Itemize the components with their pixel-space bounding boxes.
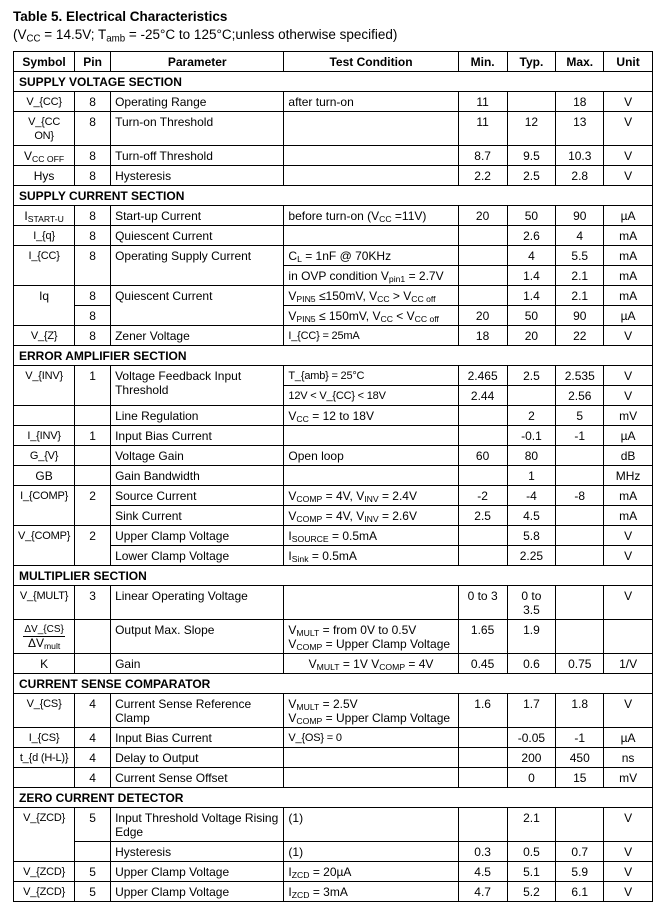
header-typ: Typ.: [507, 52, 556, 72]
min-cell: [458, 246, 507, 266]
table-row: [14, 146, 653, 166]
pin-cell: 4: [75, 728, 111, 748]
parameter-cell: Voltage Gain: [111, 446, 284, 466]
min-cell: [458, 768, 507, 788]
symbol-cell: [14, 406, 75, 426]
test-condition-cell: [284, 146, 458, 166]
typ-cell: [507, 92, 556, 112]
max-cell: 22: [556, 326, 604, 346]
typ-cell: -0.05: [507, 728, 556, 748]
test-condition-cell: $V_{MULT} = 1V$ $V_{COMP} = 4V$: [284, 654, 458, 674]
table-row: [14, 466, 653, 486]
header-test-condition: Test Condition: [284, 52, 458, 72]
min-cell: [458, 266, 507, 286]
symbol-cell: V_{ZCD}: [14, 862, 75, 882]
unit-cell: V: [604, 546, 653, 566]
table-row: [14, 882, 653, 902]
max-cell: 2.56: [556, 386, 604, 406]
parameter-cell: Start-up Current: [111, 206, 284, 226]
pin-cell: 8: [75, 246, 111, 286]
symbol-cell: I_{CS}: [14, 728, 75, 748]
min-cell: 2.2: [458, 166, 507, 186]
parameter-cell: Source Current: [111, 486, 284, 506]
symbol-cell: V_{ZCD}: [14, 808, 75, 862]
section-header-row: [14, 346, 653, 366]
parameter-cell: Gain Bandwidth: [111, 466, 284, 486]
section-header-row: [14, 788, 653, 808]
parameter-cell: Delay to Output: [111, 748, 284, 768]
test-condition-cell: V_{OS} = 0: [284, 728, 458, 748]
unit-cell: mA: [604, 246, 653, 266]
table-row: [14, 654, 653, 674]
table-row: [14, 366, 653, 386]
section-header-row: [14, 186, 653, 206]
pin-cell: 8: [75, 92, 111, 112]
unit-cell: µA: [604, 206, 653, 226]
table-row: [14, 246, 653, 266]
symbol-cell: I_{INV}: [14, 426, 75, 446]
max-cell: [556, 586, 604, 620]
unit-cell: mV: [604, 406, 653, 426]
unit-cell: V: [604, 808, 653, 842]
table-row: [14, 728, 653, 748]
max-cell: 18: [556, 92, 604, 112]
unit-cell: ns: [604, 748, 653, 768]
parameter-cell: Current Sense Offset: [111, 768, 284, 788]
table-row: [14, 226, 653, 246]
table-row: [14, 92, 653, 112]
pin-cell: 8: [75, 206, 111, 226]
test-condition-cell: (1): [284, 808, 458, 842]
section-title: CURRENT SENSE COMPARATOR: [14, 674, 653, 694]
parameter-cell: Voltage Feedback Input Threshold: [111, 366, 284, 406]
unit-cell: mA: [604, 226, 653, 246]
table-row: [14, 620, 653, 654]
min-cell: 8.7: [458, 146, 507, 166]
min-cell: 20: [458, 306, 507, 326]
symbol-cell: K: [14, 654, 75, 674]
unit-cell: mA: [604, 266, 653, 286]
min-cell: [458, 808, 507, 842]
max-cell: [556, 808, 604, 842]
pin-cell: 5: [75, 808, 111, 842]
pin-cell: 8: [75, 112, 111, 146]
parameter-cell: Upper Clamp Voltage: [111, 882, 284, 902]
max-cell: [556, 506, 604, 526]
unit-cell: µA: [604, 426, 653, 446]
header-pin: Pin: [75, 52, 111, 72]
parameter-cell: Quiescent Current: [111, 226, 284, 246]
typ-cell: 4.5: [507, 506, 556, 526]
unit-cell: mA: [604, 286, 653, 306]
min-cell: 11: [458, 92, 507, 112]
parameter-cell: Hysteresis: [111, 842, 284, 862]
parameter-cell: Input Threshold Voltage Rising Edge: [111, 808, 284, 842]
unit-cell: V: [604, 586, 653, 620]
typ-cell: 0.5: [507, 842, 556, 862]
pin-cell: 8: [75, 306, 111, 326]
fraction-numerator: ΔV_{CS}: [24, 624, 64, 635]
max-cell: 2.8: [556, 166, 604, 186]
unit-cell: mA: [604, 486, 653, 506]
pin-cell: [75, 620, 111, 654]
typ-cell: -0.1: [507, 426, 556, 446]
typ-cell: 4: [507, 246, 556, 266]
max-cell: 90: [556, 306, 604, 326]
typ-cell: 2.5: [507, 166, 556, 186]
pin-cell: 8: [75, 326, 111, 346]
pin-cell: 8: [75, 166, 111, 186]
symbol-cell: [14, 768, 75, 788]
pin-cell: 8: [75, 226, 111, 246]
header-symbol: Symbol: [14, 52, 75, 72]
header-parameter: Parameter: [111, 52, 284, 72]
unit-cell: mA: [604, 506, 653, 526]
table-header-row: [14, 52, 653, 72]
max-cell: 10.3: [556, 146, 604, 166]
unit-cell: V: [604, 326, 653, 346]
unit-cell: V: [604, 862, 653, 882]
typ-cell: 80: [507, 446, 556, 466]
max-cell: 1.8: [556, 694, 604, 728]
pin-cell: 3: [75, 586, 111, 620]
min-cell: [458, 748, 507, 768]
symbol-cell: V_{CC ON}: [14, 112, 75, 146]
max-cell: [556, 446, 604, 466]
pin-cell: 8: [75, 146, 111, 166]
table-subtitle: ($V_{CC} = 14.5V$; $T_{amb} = -25^\circ C$ to 125°C;unless otherwise specified): [13, 27, 398, 45]
max-cell: 2.1: [556, 286, 604, 306]
parameter-cell: Upper Clamp Voltage: [111, 526, 284, 546]
typ-cell: 50: [507, 206, 556, 226]
typ-cell: 5.2: [507, 882, 556, 902]
header-min: Min.: [458, 52, 507, 72]
unit-cell: V: [604, 882, 653, 902]
header-max: Max.: [556, 52, 604, 72]
symbol-cell: V_{MULT}: [14, 586, 75, 620]
table-row: [14, 306, 653, 326]
section-header-row: [14, 72, 653, 92]
max-cell: -1: [556, 426, 604, 446]
min-cell: [458, 226, 507, 246]
typ-cell: -4: [507, 486, 556, 506]
typ-cell: 1.9: [507, 620, 556, 654]
min-cell: 0.45: [458, 654, 507, 674]
parameter-cell: Input Bias Current: [111, 728, 284, 748]
unit-cell: V: [604, 366, 653, 386]
test-condition-cell: $V_{MULT} = 2.5V$ $V_{COMP}$ = Upper Clamp Voltage: [284, 694, 458, 728]
fraction: [23, 623, 64, 650]
test-condition-cell: Open loop: [284, 446, 458, 466]
symbol-cell: I_{COMP}: [14, 486, 75, 526]
parameter-cell: Lower Clamp Voltage: [111, 546, 284, 566]
min-cell: [458, 526, 507, 546]
table-row: [14, 446, 653, 466]
table-row: [14, 112, 653, 146]
test-condition-cell: after turn-on: [284, 92, 458, 112]
max-cell: [556, 620, 604, 654]
typ-cell: 2: [507, 406, 556, 426]
typ-cell: 1.7: [507, 694, 556, 728]
pin-cell: [75, 842, 111, 862]
test-condition-cell: [284, 166, 458, 186]
parameter-cell: Linear Operating Voltage: [111, 586, 284, 620]
max-cell: [556, 466, 604, 486]
max-cell: [556, 526, 604, 546]
table-row: [14, 166, 653, 186]
section-title: SUPPLY CURRENT SECTION: [14, 186, 653, 206]
table-row: [14, 862, 653, 882]
pin-cell: [75, 446, 111, 466]
header-unit: Unit: [604, 52, 653, 72]
max-cell: 0.7: [556, 842, 604, 862]
symbol-cell: V_{ZCD}: [14, 882, 75, 902]
test-condition-cell: $V_{CC} = 12$ to 18V: [284, 406, 458, 426]
parameter-cell: Output Max. Slope: [111, 620, 284, 654]
unit-cell: µA: [604, 728, 653, 748]
parameter-cell: Gain: [111, 654, 284, 674]
pin-cell: 1: [75, 366, 111, 406]
unit-cell: V: [604, 842, 653, 862]
symbol-cell: $I_{START-U}$: [14, 206, 75, 226]
min-cell: 20: [458, 206, 507, 226]
typ-cell: 5.8: [507, 526, 556, 546]
unit-cell: dB: [604, 446, 653, 466]
pin-cell: 8: [75, 286, 111, 306]
max-cell: 0.75: [556, 654, 604, 674]
min-cell: 0.3: [458, 842, 507, 862]
parameter-cell: Hysteresis: [111, 166, 284, 186]
max-cell: -8: [556, 486, 604, 506]
section-header-row: [14, 674, 653, 694]
parameter-cell: Zener Voltage: [111, 326, 284, 346]
test-condition-cell: [284, 768, 458, 788]
section-title: SUPPLY VOLTAGE SECTION: [14, 72, 653, 92]
unit-cell: MHz: [604, 466, 653, 486]
max-cell: 13: [556, 112, 604, 146]
parameter-cell: Upper Clamp Voltage: [111, 862, 284, 882]
section-title: MULTIPLIER SECTION: [14, 566, 653, 586]
typ-cell: 5.1: [507, 862, 556, 882]
typ-cell: 9.5: [507, 146, 556, 166]
symbol-cell: $V_{CC OFF}$: [14, 146, 75, 166]
max-cell: [556, 546, 604, 566]
table-row: [14, 486, 653, 506]
pin-cell: 5: [75, 882, 111, 902]
pin-cell: 4: [75, 768, 111, 788]
pin-cell: 4: [75, 694, 111, 728]
typ-cell: 1.4: [507, 286, 556, 306]
unit-cell: [604, 620, 653, 654]
parameter-cell: Line Regulation: [111, 406, 284, 426]
pin-cell: 2: [75, 486, 111, 526]
max-cell: 5: [556, 406, 604, 426]
table-row: [14, 694, 653, 728]
symbol-cell: GB: [14, 466, 75, 486]
max-cell: 90: [556, 206, 604, 226]
pin-cell: 2: [75, 526, 111, 566]
symbol-cell: I_{CC}: [14, 246, 75, 286]
symbol-fraction-cell: [14, 620, 75, 654]
symbol-cell: V_{INV}: [14, 366, 75, 406]
min-cell: 1.65: [458, 620, 507, 654]
unit-cell: µA: [604, 306, 653, 326]
test-condition-cell: $I_{Sink} = 0.5mA$: [284, 546, 458, 566]
symbol-cell: V_{CS}: [14, 694, 75, 728]
section-title: ZERO CURRENT DETECTOR: [14, 788, 653, 808]
unit-cell: V: [604, 166, 653, 186]
typ-cell: 1.4: [507, 266, 556, 286]
symbol-cell: Iq: [14, 286, 75, 326]
typ-cell: 20: [507, 326, 556, 346]
typ-cell: 2.5: [507, 366, 556, 386]
min-cell: 1.6: [458, 694, 507, 728]
min-cell: [458, 466, 507, 486]
table-row: [14, 586, 653, 620]
table-row: [14, 426, 653, 446]
test-condition-cell: $V_{MULT}$ = from 0V to 0.5V $V_{COMP}$ = Upper Clamp Voltage: [284, 620, 458, 654]
table-title: Table 5. Electrical Characteristics: [13, 9, 228, 24]
electrical-characteristics-table: [13, 51, 653, 902]
pin-cell: 4: [75, 748, 111, 768]
table-row: [14, 748, 653, 768]
min-cell: 2.5: [458, 506, 507, 526]
unit-cell: V: [604, 92, 653, 112]
min-cell: 18: [458, 326, 507, 346]
typ-cell: 200: [507, 748, 556, 768]
unit-cell: V: [604, 146, 653, 166]
typ-cell: 50: [507, 306, 556, 326]
test-condition-cell: [284, 112, 458, 146]
min-cell: [458, 546, 507, 566]
symbol-cell: G_{V}: [14, 446, 75, 466]
section-header-row: [14, 566, 653, 586]
min-cell: [458, 728, 507, 748]
max-cell: 2.1: [556, 266, 604, 286]
test-condition-cell: [284, 226, 458, 246]
max-cell: 450: [556, 748, 604, 768]
symbol-cell: t_{d (H-L)}: [14, 748, 75, 768]
test-condition-cell: in OVP condition $V_{pin1} = 2.7V$: [284, 266, 458, 286]
symbol-cell: I_{q}: [14, 226, 75, 246]
test-condition-cell: $V_{PIN5} \le 150mV$, $V_{CC} < V_{CC off}$: [284, 306, 458, 326]
max-cell: 15: [556, 768, 604, 788]
parameter-cell: Current Sense Reference Clamp: [111, 694, 284, 728]
parameter-cell: Turn-on Threshold: [111, 112, 284, 146]
unit-cell: V: [604, 112, 653, 146]
min-cell: -2: [458, 486, 507, 506]
parameter-cell: Quiescent Current: [111, 286, 284, 326]
max-cell: -1: [556, 728, 604, 748]
typ-cell: 0: [507, 768, 556, 788]
typ-cell: 12: [507, 112, 556, 146]
max-cell: 5.9: [556, 862, 604, 882]
typ-cell: 2.25: [507, 546, 556, 566]
test-condition-cell: [284, 586, 458, 620]
typ-cell: [507, 386, 556, 406]
table-row: [14, 808, 653, 842]
unit-cell: V: [604, 386, 653, 406]
max-cell: 2.535: [556, 366, 604, 386]
test-condition-cell: $V_{COMP} = 4V$, $V_{INV} = 2.4V$: [284, 486, 458, 506]
min-cell: 4.5: [458, 862, 507, 882]
test-condition-cell: [284, 748, 458, 768]
pin-cell: [75, 654, 111, 674]
test-condition-cell: T_{amb} = 25°C: [284, 366, 458, 386]
test-condition-cell: I_{CC} = 25mA: [284, 326, 458, 346]
fraction-denominator: $\Delta V_{mult}$: [27, 636, 61, 652]
unit-cell: mV: [604, 768, 653, 788]
typ-cell: 2.1: [507, 808, 556, 842]
test-condition-cell: (1): [284, 842, 458, 862]
unit-cell: 1/V: [604, 654, 653, 674]
test-condition-cell: $I_{SOURCE} = 0.5mA$: [284, 526, 458, 546]
parameter-cell: Input Bias Current: [111, 426, 284, 446]
test-condition-cell: [284, 466, 458, 486]
test-condition-cell: before turn-on $(V_{CC} =11V)$: [284, 206, 458, 226]
pin-cell: [75, 406, 111, 426]
unit-cell: V: [604, 526, 653, 546]
min-cell: [458, 286, 507, 306]
min-cell: [458, 426, 507, 446]
min-cell: [458, 406, 507, 426]
table-row: [14, 326, 653, 346]
unit-cell: V: [604, 694, 653, 728]
table-row: [14, 406, 653, 426]
table-row: [14, 842, 653, 862]
test-condition-cell: $V_{COMP} = 4V$, $V_{INV} = 2.6V$: [284, 506, 458, 526]
max-cell: 5.5: [556, 246, 604, 266]
test-condition-cell: $I_{ZCD} = 20\mu A$: [284, 862, 458, 882]
parameter-cell: Sink Current: [111, 506, 284, 526]
symbol-cell: V_{Z}: [14, 326, 75, 346]
test-condition-cell: $V_{PIN5} \le 150mV$, $V_{CC} > V_{CC off}$: [284, 286, 458, 306]
typ-cell: 2.6: [507, 226, 556, 246]
test-condition-cell: 12V < V_{CC} < 18V: [284, 386, 458, 406]
section-title: ERROR AMPLIFIER SECTION: [14, 346, 653, 366]
symbol-cell: Hys: [14, 166, 75, 186]
min-cell: 0 to 3: [458, 586, 507, 620]
min-cell: 2.44: [458, 386, 507, 406]
table-row: [14, 206, 653, 226]
min-cell: 4.7: [458, 882, 507, 902]
symbol-cell: V_{CC}: [14, 92, 75, 112]
table-row: [14, 768, 653, 788]
test-condition-cell: [284, 426, 458, 446]
typ-cell: 1: [507, 466, 556, 486]
test-condition-cell: $I_{ZCD} = 3mA$: [284, 882, 458, 902]
table-row: [14, 286, 653, 306]
parameter-cell: Turn-off Threshold: [111, 146, 284, 166]
pin-cell: 5: [75, 862, 111, 882]
parameter-cell: Operating Supply Current: [111, 246, 284, 286]
table-row: [14, 526, 653, 546]
min-cell: 11: [458, 112, 507, 146]
min-cell: 2.465: [458, 366, 507, 386]
test-condition-cell: $C_L = 1nF$ @ 70KHz: [284, 246, 458, 266]
typ-cell: 0 to 3.5: [507, 586, 556, 620]
min-cell: 60: [458, 446, 507, 466]
pin-cell: 1: [75, 426, 111, 446]
typ-cell: 0.6: [507, 654, 556, 674]
pin-cell: [75, 466, 111, 486]
symbol-cell: V_{COMP}: [14, 526, 75, 566]
max-cell: 4: [556, 226, 604, 246]
max-cell: 6.1: [556, 882, 604, 902]
parameter-cell: Operating Range: [111, 92, 284, 112]
